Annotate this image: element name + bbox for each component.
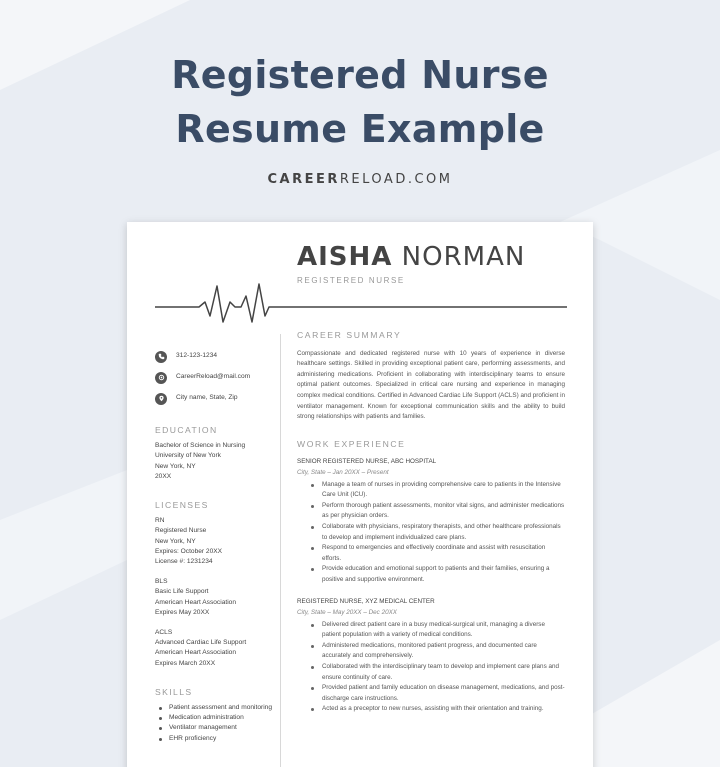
site-url-bold: CAREER [267, 172, 340, 187]
heartbeat-line-icon [155, 282, 567, 328]
resume-main [297, 330, 565, 715]
job-title: REGISTERED NURSE, XYZ MEDICAL CENTER [297, 598, 435, 606]
location-pin-icon [155, 393, 167, 405]
skill-item: Ventilator management [155, 723, 275, 733]
license-line: BLS [155, 578, 168, 586]
candidate-role: REGISTERED NURSE [297, 276, 405, 285]
education-section [155, 441, 275, 482]
license-rn [155, 516, 275, 567]
license-bls [155, 577, 275, 618]
experience-heading: WORK EXPERIENCE [297, 438, 406, 449]
license-line: RN [155, 517, 165, 525]
job-bullet: Provide education and emotional support to patients and their families, ensuring a positive and supportive environment. [297, 564, 565, 585]
skills-list [155, 703, 275, 744]
job-entry [297, 597, 565, 715]
job-bullet: Provided patient and family education on disease management, medications, and post-discharge care instructions. [297, 683, 565, 704]
site-url [0, 172, 720, 187]
skills-heading: SKILLS [155, 686, 193, 697]
job-bullet: Acted as a preceptor to new nurses, assisting with their orientation and training. [297, 704, 565, 715]
job-bullet: Respond to emergencies and effectively coordinate and assist with resuscitation efforts. [297, 543, 565, 564]
license-line: License #: 1231234 [155, 558, 213, 566]
last-name: NORMAN [401, 242, 526, 272]
license-acls [155, 628, 275, 669]
page-headline [0, 48, 720, 156]
contact-location [155, 388, 275, 409]
education-heading: EDUCATION [155, 425, 218, 435]
column-divider [280, 334, 281, 767]
license-line: Registered Nurse [155, 527, 207, 535]
job-bullet: Manage a team of nurses in providing comprehensive care to patients in the Intensive Care Unit (ICU). [297, 480, 565, 501]
license-line: Advanced Cardiac Life Support [155, 639, 247, 647]
job-meta: City, State – Jan 20XX – Present [297, 468, 389, 476]
job-meta: City, State – May 20XX – Dec 20XX [297, 609, 397, 617]
job-bullet: Perform thorough patient assessments, monitor vital signs, and administer medications as per physician orders. [297, 501, 565, 522]
phone-icon [155, 351, 167, 363]
license-line: ACLS [155, 629, 173, 637]
job-bullet: Administered medications, monitored patient progress, and documented care accurately and comprehensively. [297, 641, 565, 662]
contact-email [155, 367, 275, 388]
licenses-heading: LICENSES [155, 500, 209, 511]
location-text: City name, State, Zip [176, 394, 238, 402]
first-name: AISHA [297, 242, 393, 272]
education-line: New York, NY [155, 462, 196, 470]
summary-heading: CAREER SUMMARY [297, 330, 402, 340]
site-url-rest: RELOAD.COM [339, 172, 453, 187]
job-entry [297, 457, 565, 585]
license-line: Expires: October 20XX [155, 547, 223, 555]
job-bullet: Collaborate with physicians, respiratory therapists, and other healthcare professionals to develop and implement individualized care plans. [297, 522, 565, 543]
license-line: Basic Life Support [155, 588, 209, 596]
resume-sidebar [155, 346, 275, 744]
candidate-name [297, 242, 525, 272]
job-bullet: Delivered direct patient care in a busy medical-surgical unit, managing a diverse patient population with a variety of medical conditions. [297, 620, 565, 641]
job-title: SENIOR REGISTERED NURSE, ABC HOSPITAL [297, 458, 437, 466]
contact-phone [155, 346, 275, 367]
license-line: New York, NY [155, 537, 196, 545]
license-line: American Heart Association [155, 649, 236, 657]
education-line: Bachelor of Science in Nursing [155, 442, 246, 450]
headline-line-2: Resume Example [175, 107, 545, 151]
license-line: Expires May 20XX [155, 608, 210, 616]
summary-text: Compassionate and dedicated registered nurse with 10 years of experience in diverse healthcare settings. Skilled in providing exceptional patient care, performing assessments, and administering medications. Proficient in collaborating with interdisciplinary teams to ensure optimal patient outcomes. Specialized in critical care nursing and experience in managing complex medical conditions. Certified in Advanced Cardiac Life Support (ACLS) and proficient in ventilator management. Known for exceptional communication skills and the ability to build strong relationships with patients and families. [297, 349, 565, 421]
skill-item: Medication administration [155, 713, 275, 723]
job-bullet: Collaborated with the interdisciplinary team to develop and implement care plans and ensure continuity of care. [297, 662, 565, 683]
license-line: Expires March 20XX [155, 659, 216, 667]
education-line: University of New York [155, 452, 221, 460]
job-bullets [297, 620, 565, 715]
headline-line-1: Registered Nurse [171, 53, 549, 97]
job-bullets [297, 480, 565, 586]
skill-item: EHR proficiency [155, 734, 275, 744]
resume-page [127, 222, 593, 767]
license-line: American Heart Association [155, 598, 236, 606]
education-line: 20XX [155, 472, 172, 480]
email-icon [155, 372, 167, 384]
skill-item: Patient assessment and monitoring [155, 703, 275, 713]
email-text: CareerReload@mail.com [176, 373, 251, 381]
phone-text: 312-123-1234 [176, 352, 218, 360]
